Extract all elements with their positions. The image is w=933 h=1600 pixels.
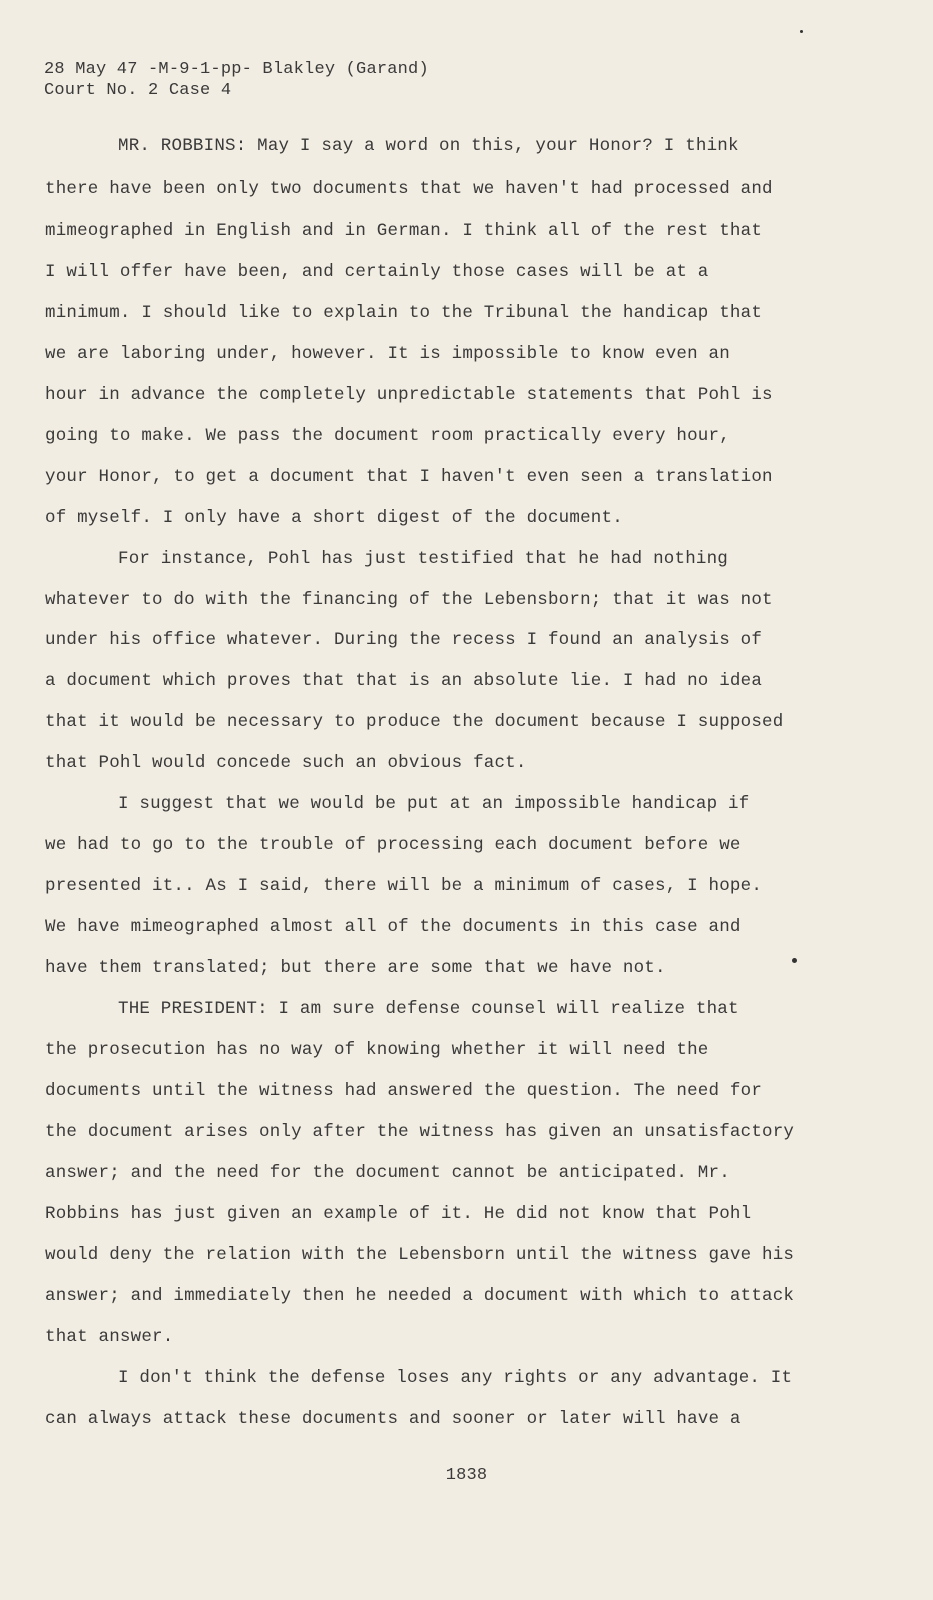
- text-line: under his office whatever. During the recess I found an analysis of: [45, 630, 763, 650]
- text-line: your Honor, to get a document that I haven't even seen a translation: [45, 467, 773, 487]
- text-line: I suggest that we would be put at an impossible handicap if: [118, 794, 750, 814]
- header-court-line: Court No. 2 Case 4: [44, 81, 232, 100]
- text-line: that it would be necessary to produce the document because I supposed: [45, 712, 784, 732]
- text-line: hour in advance the completely unpredictable statements that Pohl is: [45, 385, 773, 405]
- text-line: of myself. I only have a short digest of the document.: [45, 508, 623, 528]
- text-line: I don't think the defense loses any rights or any advantage. It: [118, 1368, 793, 1388]
- text-line: we had to go to the trouble of processing each document before we: [45, 835, 741, 855]
- text-line: going to make. We pass the document room practically every hour,: [45, 426, 730, 446]
- text-line: THE PRESIDENT: I am sure defense counsel will realize that: [118, 999, 739, 1019]
- text-line: a document which proves that that is an absolute lie. I had no idea: [45, 671, 763, 691]
- text-line: that Pohl would concede such an obvious fact.: [45, 753, 527, 773]
- text-line: mimeographed in English and in German. I think all of the rest that: [45, 221, 763, 241]
- text-line: have them translated; but there are some that we have not.: [45, 958, 666, 978]
- text-line: answer; and immediately then he needed a document with which to attack: [45, 1286, 795, 1306]
- text-line: MR. ROBBINS: May I say a word on this, your Honor? I think: [118, 136, 739, 156]
- text-line: the prosecution has no way of knowing whether it will need the: [45, 1040, 709, 1060]
- text-line: we are laboring under, however. It is impossible to know even an: [45, 344, 730, 364]
- text-line: I will offer have been, and certainly those cases will be at a: [45, 262, 709, 282]
- text-line: We have mimeographed almost all of the documents in this case and: [45, 917, 741, 937]
- page-number: 1838: [445, 1466, 488, 1485]
- text-line: there have been only two documents that we haven't had processed and: [45, 179, 773, 199]
- text-line: can always attack these documents and sooner or later will have a: [45, 1409, 741, 1429]
- text-line: would deny the relation with the Lebensborn until the witness gave his: [45, 1245, 795, 1265]
- paper-speck: [792, 958, 797, 963]
- text-line: answer; and the need for the document cannot be anticipated. Mr.: [45, 1163, 730, 1183]
- text-line: documents until the witness had answered the question. The need for: [45, 1081, 763, 1101]
- text-line: minimum. I should like to explain to the Tribunal the handicap that: [45, 303, 763, 323]
- paper-speck: [800, 30, 803, 33]
- text-line: whatever to do with the financing of the Lebensborn; that it was not: [45, 590, 773, 610]
- text-line: For instance, Pohl has just testified that he had nothing: [118, 549, 728, 569]
- text-line: presented it.. As I said, there will be a minimum of cases, I hope.: [45, 876, 763, 896]
- text-line: Robbins has just given an example of it. He did not know that Pohl: [45, 1204, 752, 1224]
- text-line: that answer.: [45, 1327, 174, 1347]
- header-date-line: 28 May 47 -M-9-1-pp- Blakley (Garand): [44, 60, 429, 79]
- text-line: the document arises only after the witness has given an unsatisfactory: [45, 1122, 795, 1142]
